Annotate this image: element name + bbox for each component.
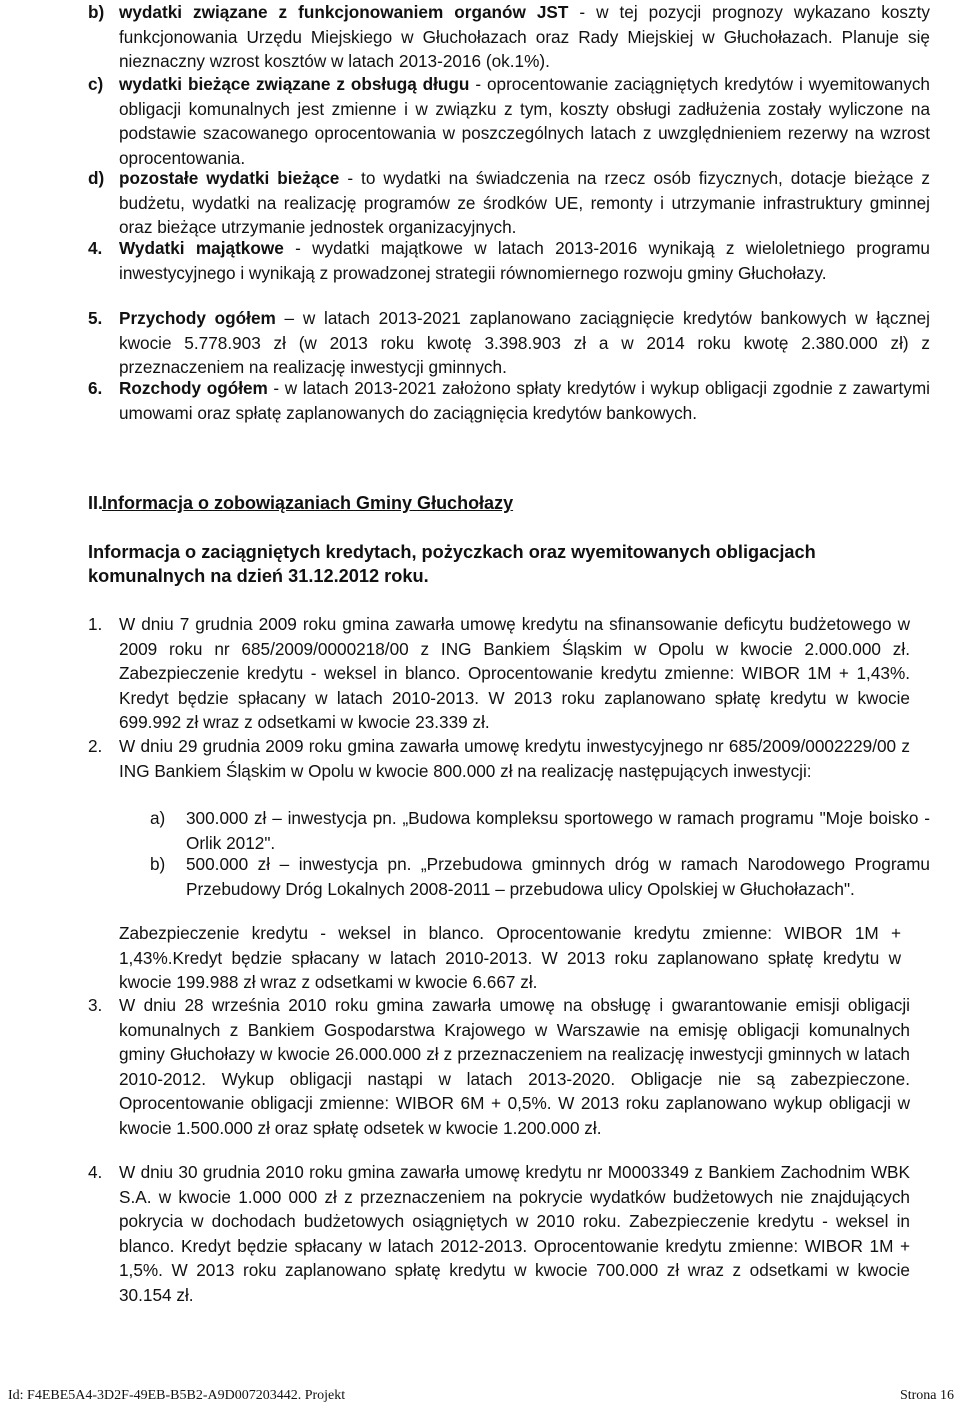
item-text: - w latach 2013-2021 założono spłaty kredytów i wykup obligacji zgodnie z zawartymi umowami oraz spłatę zaplanowanych do zaciągnięcia kredytów bankowych. <box>119 378 930 423</box>
item-text: – w latach 2013-2021 zaplanowano zaciągnięcie kredytów bankowych w łącznej kwocie 5.778.903 zł (w 2013 roku kwotę 3.398.903 zł a w 2014 roku kwotę 2.380.000 zł) z przeznaczeniem na realizację inwestycji gminnych. <box>119 308 930 378</box>
section-number: II. <box>88 493 104 513</box>
loan-marker: 4. <box>88 1162 103 1182</box>
item-heading: Rozchody ogółem <box>119 378 268 398</box>
loan-text: W dniu 28 września 2010 roku gmina zawarła umowę na obsługę i gwarantowanie emisji obligacji komunalnych z Bankiem Gospodarstwa Krajowego w Warszawie na emisję obligacji komunalnych gminy Głuchołazy w kwocie 26.000.000 zł z przeznaczeniem na realizację inwestycji gminnych w latach 2010-2012. Wykup obligacji nastąpi w latach 2013-2020. Obligacje nie są zabezpieczone. Oprocentowanie obligacji zmienne: WIBOR 6M + 0,5%. W 2013 roku zaplanowano wykup obligacji w kwocie 1.500.000 zł oraz spłatę odsetek w kwocie 1.200.000 zł. <box>119 995 910 1138</box>
loan-marker: 1. <box>88 614 103 634</box>
section-title: Informacja o zobowiązaniach Gminy Głuchołazy <box>102 493 514 513</box>
loan-marker: 3. <box>88 995 103 1015</box>
item-5 <box>88 306 930 380</box>
loan-item-2 <box>88 734 910 783</box>
item-text: - to wydatki na świadczenia na rzecz osób fizycznych, dotacje bieżące z budżetu, wydatki na realizację programów ze środków UE, remonty i utrzymanie infrastruktury gminnej oraz bieżące utrzymanie jednostek organizacyjnych. <box>119 168 930 238</box>
subitem-marker: b) <box>150 854 166 874</box>
item-c <box>88 72 930 170</box>
item-6 <box>88 376 930 425</box>
item-marker: c) <box>88 74 104 94</box>
item-heading: wydatki związane z funkcjonowaniem organów JST <box>119 2 569 22</box>
item-d <box>88 166 930 240</box>
loan-item-4 <box>88 1160 910 1308</box>
item-heading: Wydatki majątkowe <box>119 238 284 258</box>
subitem-marker: a) <box>150 808 166 828</box>
loan-text-tail: Zabezpieczenie kredytu - weksel in blanco. Oprocentowanie kredytu zmienne: WIBOR 1M + 1,43%.Kredyt będzie spłacany w latach 2010-2013. W 2013 roku zaplanowano spłatę kredytu w kwocie 199.988 zł wraz z odsetkami w kwocie 6.667 zł. <box>119 923 901 993</box>
loan-item-3 <box>88 993 910 1141</box>
loan-text: W dniu 30 grudnia 2010 roku gmina zawarła umowę kredytu nr M0003349 z Bankiem Zachodnim WBK S.A. w kwocie 1.000 000 zł z przeznaczeniem na pokrycie wydatków budżetowych nie znajdujących pokrycia w dochodach budżetowych osiągniętych w 2010 roku. Zabezpieczenie kredytu - weksel in blanco. Kredyt będzie spłacany w latach 2012-2013. Oprocentowanie kredytu zmienne: WIBOR 1M + 1,5%. W 2013 roku zaplanowano spłatę kredytu w kwocie 700.000 zł wraz z odsetkami w kwocie 30.154 zł. <box>119 1162 910 1305</box>
subitem-text: 500.000 zł – inwestycja pn. „Przebudowa gminnych dróg w ramach Narodowego Programu Przebudowy Dróg Lokalnych 2008-2011 – przebudowa ulicy Opolskiej w Głuchołazach". <box>186 854 930 899</box>
item-text: - oprocentowanie zaciągniętych kredytów i wyemitowanych obligacji komunalnych jest zmienne i w związku z tym, koszty obsługi zadłużenia zostały wyliczone na podstawie szacowanego oprocentowania w poszczególnych latach z uwzględnieniem rezerwy na wzrost oprocentowania. <box>119 74 930 168</box>
item-text: - wydatki majątkowe w latach 2013-2016 wynikają z wieloletniego programu inwestycyjnego i wynikają z prowadzonej strategii równomiernego rozwoju gminy Głuchołazy. <box>119 238 930 283</box>
subitem-text: 300.000 zł – inwestycja pn. „Budowa kompleksu sportowego w ramach programu "Moje boisko - Orlik 2012". <box>186 808 930 853</box>
section-subheading: Informacja o zaciągniętych kredytach, pożyczkach oraz wyemitowanych obligacjach komunalnych na dzień 31.12.2012 roku. <box>88 542 816 586</box>
loan-item-1 <box>88 612 910 735</box>
page-number: Strona 16 <box>899 1388 954 1403</box>
item-b <box>88 0 930 74</box>
item-marker: 6. <box>88 378 103 398</box>
loan-marker: 2. <box>88 736 103 756</box>
document-id: Id: F4EBE5A4-3D2F-49EB-B5B2-A9D007203442. Projekt <box>8 1388 346 1403</box>
item-marker: d) <box>88 168 105 188</box>
item-4 <box>88 236 930 285</box>
item-heading: wydatki bieżące związane z obsługą długu <box>119 74 470 94</box>
item-marker: b) <box>88 2 105 22</box>
item-heading: Przychody ogółem <box>119 308 276 328</box>
loan-text: W dniu 29 grudnia 2009 roku gmina zawarła umowę kredytu inwestycyjnego nr 685/2009/0002229/00 z ING Bankiem Śląskim w Opolu w kwocie 800.000 zł na realizację następujących inwestycji: <box>119 736 910 781</box>
item-heading: pozostałe wydatki bieżące <box>119 168 340 188</box>
loan-text: W dniu 7 grudnia 2009 roku gmina zawarła umowę kredytu na sfinansowanie deficytu budżetowego w 2009 roku nr 685/2009/0000218/00 z ING Bankiem Śląskim w Opolu w kwocie 2.000.000 zł. Zabezpieczenie kredytu - weksel in blanco. Oprocentowanie kredytu zmienne: WIBOR 1M + 1,43%. Kredyt będzie spłacany w latach 2010-2013. W 2013 roku zaplanowano spłatę kredytu w kwocie 699.992 zł wraz z odsetkami w kwocie 23.339 zł. <box>119 614 910 733</box>
loan-subitem-b <box>150 852 930 901</box>
item-marker: 4. <box>88 238 103 258</box>
loan-subitem-a <box>150 806 930 855</box>
item-marker: 5. <box>88 308 103 328</box>
loan-item-2-tail <box>119 921 901 995</box>
item-text: - w tej pozycji prognozy wykazano koszty funkcjonowania Urzędu Miejskiego w Głuchołazach oraz Rady Miejskiej w Głuchołazach. Planuje się nieznaczny wzrost kosztów w latach 2013-2016 (ok.1%). <box>119 2 930 72</box>
